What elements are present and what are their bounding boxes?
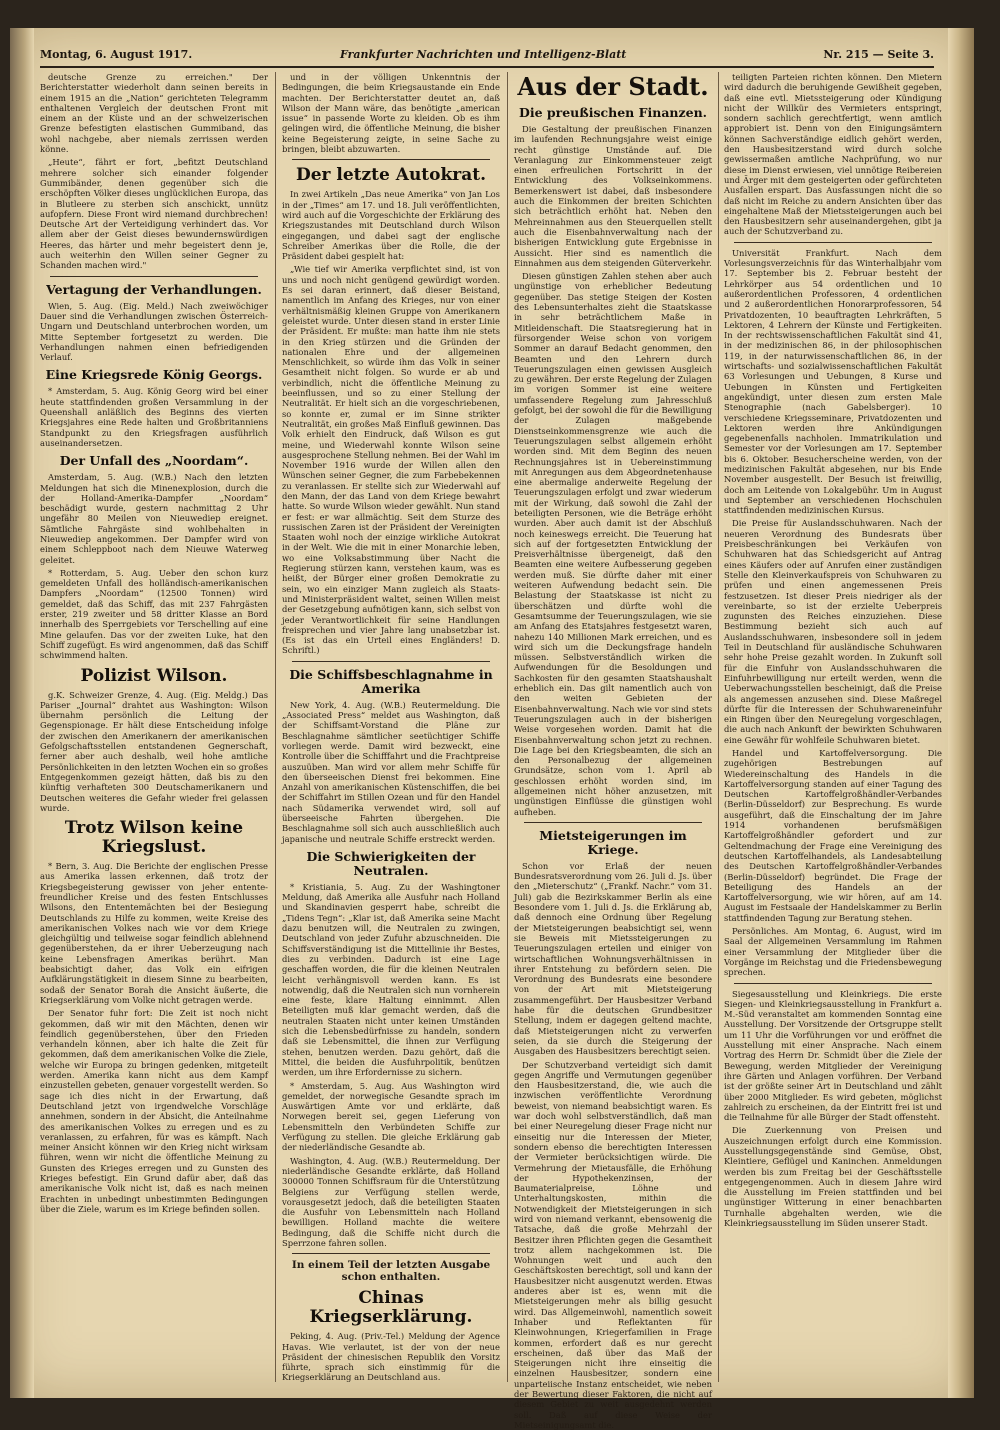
column-2 xyxy=(282,72,500,1388)
article-text: * Bern, 3. Aug. Die Berichte der englischen Presse aus Amerika lassen erkennen, daß trotz der Kriegsbegeisterung gewisser von jeher entente-freundlicher Kreise und des festen Entschlusses Wilsons, den Ententemächten bei der Besiegung Deutschlands zu Hilfe zu kommen, weite Kreise des amerikanischen Volkes nach wie vor dem Kriege gleichgültig und teilweise sogar feindlich ablehnend gegenüberstehen, da er ihrer Ueberzeugung nach keine Lebensfragen Amerikas berührt. Man beabsichtigt daher, das Volk ein eifrigen Aufklärungstätigkeit in diesem Sinne zu bearbeiten, sodaß der Senator Borah die Ansicht äußerte, die Kriegserklärung vom Volke nicht getragen werde. xyxy=(40,861,268,1005)
column-divider xyxy=(718,72,719,1382)
article-text: Siegesausstellung und Kleinkriegs. Die erste Siegen- und Kleinkriegsausstellung in Frankfurt a. M.-Süd veranstaltet am kommenden Sonntag eine Ausstellung. Der Vorsitzende der Ortsgruppe stellt um 11 Uhr die Vorführungen vor und eröffnet die Ausstellung mit einer Ansprache. Nach einem Vortrag des Herrn Dr. Schmidt über die Ziele der Bewegung, werden Mitglieder der Vereinigung ihre Gärten und Anlagen vorführen. Der Verband ist der größte seiner Art in Deutschland und zählt über 2000 Mitglieder. Es wird gebeten, möglichst zahlreich zu erscheinen, da der Eintritt frei ist und die Teilnahme für alle Bürger der Stadt offensteht. xyxy=(724,988,942,1123)
separator xyxy=(292,159,490,160)
article-text: * Rotterdam, 5. Aug. Ueber den schon kurz gemeldeten Unfall des holländisch-amerikanischen Dampfers „Noordam“ (12500 Tonnen) wird gemeldet, daß das Schiff, das mit 237 Fahrgästen erster, 219 zweiter und 58 dritter Klasse an Bord innerhalb des Sperrgebiets vor Terschelling auf eine Mine gelaufen. Das vor der zweiten Luke, hat den Schiff zugefügt. Es wird angenommen, daß das Schiff schwimmend halten. xyxy=(40,567,268,661)
masthead xyxy=(40,44,934,68)
article-text: Handel und Kartoffelversorgung. Die zugehörigen Bestrebungen auf Wiedereinschaltung des Handels in die Kartoffelversorgung standen auf einer Tagung des Deutschen Kartoffelgroßhändler-Verbandes (Berlin-Düsseldorf) zur Besprechung. Es wurde ausgeführt, daß die Einschaltung der im Jahre 1914 vorhandenen berufsmäßigen Kartoffelgroßhändler gefordert und zur Geltendmachung der Frage eine Vereinigung des deutschen Kartoffelhandels, als Landesabteilung des Deutschen Kartoffelgroßhändler-Verbandes (Berlin-Düsseldorf) begründet. Die Frage der Beteiligung des Handels an der Kartoffelversorgung, wie wir hören, auf am 14. August im Festsaale der Handelskammer zu Berlin stattfindenden Tagung zur Beratung stehen. xyxy=(724,748,942,923)
article-text: Amsterdam, 5. Aug. (W.B.) Nach den letzten Meldungen hat sich die Minenexplosion, durch die der Holland-Amerika-Dampfer „Noordam“ beschädigt wurde, gestern nachmittag 2 Uhr ungefähr 80 Meilen von Nieuwediep ereignet. Sämtliche Fahrgäste sind wohlbehalten in Nieuwediep angekommen. Der Dampfer wird von einem Schleppboot nach dem Nieuwe Waterweg geleitet. xyxy=(40,472,268,565)
article-text: In zwei Artikeln „Das neue Amerika“ von Jan Los in der „Times“ am 17. und 18. Juli veröffentlichten, wird auch auf die Vorgeschichte der Erklärung des Kriegszustandes mit Deutschland durch Wilson eingegangen, und dabei sagt der englische Schreiber Amerikas über die Rolle, die der Präsident dabei gespielt hat: xyxy=(282,189,500,262)
editorial-note: In einem Teil der letzten Ausgabe schon enthalten. xyxy=(291,1259,491,1284)
article-text: deutsche Grenze zu erreichen." Der Berichterstatter wiederholt dann seinen bereits in einem 1915 an die „Nation“ gerichteten Telegramm enthaltenen Vergleich der deutschen Front mit einem an der Küste und an der schweizerischen Grenze befestigten elastischen Gummiband, das wohl nachgebe, aber niemals zerrissen werden könne. xyxy=(40,72,268,155)
headline: Mietsteigerungen im Kriege. xyxy=(539,827,687,857)
article-text: Schon vor Erlaß der neuen Bundesratsverordnung vom 26. Juli d. Js. über den „Mieterschutz“ („Frankf. Nachr.“ vom 31. Juli) gab die Bezirkskammer Berlin als eine Besondere vom 1. Juli d. Js. die Erklärung ab, daß dennoch eine Ordnung über Regelung der Mietsteigerungen beabsichtigt sei, wenn sie Beweis mit Mietssteigerungen zu Teuerungszulagen erteilen und einiger von wirtschaftlichen Wohnungsverhältnissen in ihrer Entstehung zu befördern seien. Die Verordnung des Bundesrats eine besondere von der Art mit Mietsteigerung zusammengeführt. Der Hausbesitzer Verband habe für die deutschen Grundbesitzer Stellung, indem er dagegen geltend machte, daß Mietsteigerungen nicht zu verwerfen seien, da sie durch die Steigerung der Ausgaben des Hausbesitzers berechtigt seien. xyxy=(514,860,712,1057)
headline: Trotz Wilson keine Kriegslust. xyxy=(64,818,244,858)
article-text: Persönliches. Am Montag, 6. August, wird im Saal der Allgemeinen Versammlung im Rahmen einer Versammlung der Mitglieder über die Vorgänge im Reichstag und die Friedensbewegung sprechen. xyxy=(724,926,942,978)
separator xyxy=(734,983,932,984)
separator xyxy=(524,822,702,823)
headline: Chinas Kriegserklärung. xyxy=(309,1288,473,1328)
article-text: Diesen günstigen Zahlen stehen aber auch ungünstige von erheblicher Bedeutung gegenüber. Das stetige Steigen der Kosten des Lebensunterhaltes zieht die Staatskasse in sehr beträchtlichem Maße in Mitleidenschaft. Die Staatsregierung hat in fürsorgender Weise schon von vorigem Sommer an darauf Bedacht genommen, den Beamten und den Lehrern durch Teuerungszulagen einen gewissen Ausgleich zu gewähren. Der erste Regelung der Zulagen im vorigen Sommer ist eine weitere umfassendere Regelung zum Jahresschluß gefolgt, bei der sowohl die für die Bewilligung der Zulagen maßgebende Dienstseinkommensgrenze wie auch die Teuerungszulagen selbst allgemein erhöht worden sind. Mit dem Beginn des neuen Rechnungsjahres ist in Uebereinstimmung mit Anregungen aus dem Abgeordnetenhause eine abermalige anderweite Regelung der Teuerungszulagen erfolgt und zwar wiederum mit der Wirkung, daß sowohl die Zahl der beteiligten Personen, wie die Beträge erhöht wurden. Aber auch damit ist der Abschluß noch keineswegs erreicht. Die Teuerung hat sich auf der fortgesetzten Entwicklung der Preisverhältnisse übergeneigt, daß den Beamten eine weitere Aufbesserung gegeben werden muß. Sie dürfte daher mit einer weiteren Aufwendung bedacht sein. Die Belastung der Staatskasse ist nicht zu überschätzen und dürfte wohl die Gesamtsumme der Teuerungszulagen, wie sie am Anfang des Etatsjahres festgesetzt waren, nahezu 140 Millionen Mark erreichen, und es wird sich um die Deckungsfrage handeln müssen. Selbstverständlich wirken die Aufwendungen für die Besoldungen und Sachkosten für den gesamten Staatshaushalt erheblich ein. Das gilt namentlich auch von den weiten Gebieten der Eisenbahnverwaltung. Nach wie vor sind stets Teuerungszulagen auch in der bisherigen Weise vorgesehen worden. Damit hat die Eisenbahnverwaltung schon jetzt zu rechnen. Die Lage bei den Kriegsbeamten, die sich an den Personalbezug der allgemeinen Grundsätze, schon vom 1. April ab geschlossen erhöht worden sind, im allgemeinen nicht höher anzusetzen, mit ungünstigen Einflüsse die günstigen wohl aufheben. xyxy=(514,271,712,817)
headline: Der letzte Autokrat. xyxy=(295,165,487,186)
article-text: Der Schutzverband verteidigt sich damit gegen Angriffe und Vermutungen gegenüber den Hausbesitzerstand, die, wie auch die inzwischen veröffentlichte Verordnung beweist, von niemand beabsichtigt waren. Es war doch wohl selbstverständlich, daß man bei einer Neuregelung dieser Frage nicht nur einseitig nur die Interessen der Mieter, sondern ebenso die berechtigten Interessen der Vermieter berücksichtigen würde. Die Vermehrung der Mietausfälle, die Erhöhung der Hypothekenzinsen, der Baumaterialpreise, Löhne und Unterhaltungskosten, mithin die Notwendigkeit der Mietsteigerungen in sich wird von niemand verkannt, ebensowenig die Tatsache, daß die große Mehrzahl der Besitzer ihren Pflichten gegen die Gesamtheit trotz allem nachgekommen ist. Die Wohnungen weit und auch den Geschäftskosten berechtigt, soll und kann der Hausbesitzer nicht ausgenutzt werden. Etwas anderes aber ist es, wenn mit die Mietsteigerungen mehr als billig gesucht wird. Das Allgemeinwohl, namentlich soweit Inhaber und Reflektanten für Kleinwohnungen, Kriegerfamilien in Frage kommen, erfordert daß es nur gerecht erscheinen, daß über das Maß der Steigerungen nicht ihre einseitig die einzelnen Hausbesitzer, sondern eine unparteiische Instanz entscheidet, wie neben der Bewertung dieser Faktoren, die nicht auf diesem Gebiet zu weit ausgedehnt werden soll. Daß auf diese Weise der Mietseinigungsamt die. xyxy=(514,1059,712,1430)
page-edge xyxy=(948,28,974,1398)
separator xyxy=(50,276,258,277)
headline: Vertagung der Verhandlungen. xyxy=(46,281,262,297)
article-text: und in der völligen Unkenntnis der Bedingungen, die beim Kriegsaustande ein Ende machten. Der Berichterstatter deutet an, daß Wilson der Mann wäre, das benötigte „american issue“ in passende Worte zu kleiden. Ob es ihm gelingen wird, die öffentliche Meinung, die bisher keine Begeisterung zeigte, in seine Sache zu bringen, bleibt abzuwarten. xyxy=(282,72,500,155)
article-text: Washington, 4. Aug. (W.B.) Reutermeldung. Der niederländische Gesandte erklärte, daß Holland 300000 Tonnen Schiffsraum für die Unterstützung Belgiens zur Verfügung stellen werde, vorausgesetzt jedoch, daß die beteiligten Staaten die Ausfuhr von Lebensmitteln nach Holland bewilligen. Holland machte die weitere Bedingung, daß die Schiffe nicht durch die Sperrzone fahren sollen. xyxy=(282,1155,500,1248)
headline: Eine Kriegsrede König Georgs. xyxy=(45,367,263,383)
column-4 xyxy=(724,72,942,1388)
newspaper-page xyxy=(10,28,974,1430)
page-binding xyxy=(10,28,34,1398)
article-text: Die Preise für Auslandsschuhwaren. Nach der neueren Verordnung des Bundesrats über Preisbeschränkungen bei Verkäufen von Schuhwaren hat das Schiedsgericht auf Antrag eines Käufers oder auf Anrufen einer zuständigen Stelle den Kleinverkaufspreis von Schuhwaren zu prüfen und einen angemessenen Preis festzusetzen. Ist dieser Preis niedriger als der vereinbarte, so ist der erzielte Ueberpreis zugunsten des Reiches einzuziehen. Diese Bestimmung bezieht sich auch auf Auslandsschuhwaren, insbesondere soll in jedem Teil in Deutschland für ausländische Schuhwaren sehr hohe Preise gezahlt worden. In Zukunft soll für die Einfuhr von Auslandsschuhwaren die Einfuhrbewilligung nur erteilt werden, wenn die Ueberwachungsstellen bescheinigt, daß die Preise als angemessen anzusehen sind. Diese Maßregel dürfte für die Interessen der Schuhwareneinfuhr ein Ringen über den Neuregelung vorgeschlagen, die auch nach Ankunft der bewirkten Schuhwaren eine Gewähr für wohlfeile Schuhwaren bietet. xyxy=(724,518,942,745)
article-text: Die Zuerkennung von Preisen und Auszeichnungen erfolgt durch eine Kommission. Ausstellungsgegenstände sind Gemüse, Obst, Kleintiere, Geflügel und Kaninchen. Anmeldungen werden bis zum Freitag bei der Geschäftsstelle entgegengenommen. Auch in diesem Jahre wird die Ausstellung im Freien stattfinden und bei ungünstiger Witterung in einer benachbarten Turnhalle abgehalten werden, wie die Kleinkriegsausstellung im Süden unserer Stadt. xyxy=(724,1125,942,1229)
column-1 xyxy=(40,72,268,1388)
article-text: teiligten Parteien richten können. Den Mietern wird dadurch die beruhigende Gewißheit gegeben, daß eine evtl. Mietssteigerung oder Kündigung nicht der Willkür des Vermieters entspringt, sondern sachlich gerechtfertigt, wenn amtlich approbiert ist. Denn von den Einigungsämtern können Sachverständige eidlich gehört werden, den Hausbesitzerstand wird durch solche gewissermaßen amtliche Nachprüfung, wo nur diese im Dienst erwiesen, viel unnötige Reibereien und Ärger mit dem gesteigerten oder gefürchteten Ausfallen erspart. Das Ausfassungen nicht die so daß nicht im Reiche zu andern Ansichten über das eingehaltene Maß der Mietssteigerungen auch bei den Hausbesitzern sehr auseinandergehen, gibt ja auch der Schutzverband zu. xyxy=(724,72,942,237)
column-3 xyxy=(514,72,712,1430)
column-divider xyxy=(507,72,508,1382)
article-text: Wien, 5. Aug. (Eig. Meld.) Nach zweiwöchiger Dauer sind die Verhandlungen zwischen Österreich-Ungarn und Deutschland unterbrochen worden, um Mitte September fortgesetzt zu werden. Die Verhandlungen nahmen einen befriedigenden Verlauf. xyxy=(40,300,268,363)
article-text: „Wie tief wir Amerika verpflichtet sind, ist von uns und noch nicht genügend gewürdigt worden. Es sei daran erinnert, daß dieser Beistand, namentlich im Anfang des Krieges, nur von einer verhältnismäßig kleinen Gruppe von Amerikanern geleistet wurde. Unter diesen stand in erster Linie der Präsident. Er mußte: man hatte ihm nie stets in den Krieg stürzen und die Gründen der nationalen Ehre und der allgemeinen Menschlichkeit, so würde ihm das Volk in seiner Gesamtheit nicht folgen. So wurde er ab und verbindlich, nicht die öffentliche Meinung zu beeinflussen, und so zu einer Stellung der Neutralität. Er hielt sich an die vorgeschriebenen, so konnte er, zumal er im Sinne strikter Neutralität, ein großes Maß Einfluß gewinnen. Das Volk erhielt den Eindruck, daß Wilson es gut meine, und Wiederwahl konnte Wilson seine ausgesprochene Stellung nehmen. Bei der Wahl im November 1916 wurde der Willen allen den Wünschen seiner Gegner, die zum Farbebekennen zu veranlassen. Er stellte sich zur Wiederwahl auf den Mann, der das Land von dem Kriege bewahrt hatte. So wurde Wilson wieder gewählt. Nun stand er fest: er war allmächtig. Seit dem Sturze des russischen Zaren ist der Präsident der Vereinigten Staaten wohl noch der einzige wirkliche Autokrat in der Welt. Wie die mit in einer Monarchie leben, wo eine Volksabstimmung über Nacht die Regierung stürzen kann, verstehen kaum, was es heißt, der Bürger einer großen Demokratie zu sein, wo ein einziger Mann zugleich als Staats- und Ministerpräsident waltet, seinen Willen meist der Gesetzgebung aufnötigen kann, sich selbst von jeder Verantwortlichkeit für seine Handlungen freisprechen und vier Jahre lang unabsetzbar ist. (Es ist das ein Urteil eines Engländers! D. Schriftl.) xyxy=(282,264,500,656)
article-text: Der Senator fuhr fort: Die Zeit ist noch nicht gekommen, daß wir mit den Mächten, denen wir feindlich gegenüberstehen, über den Frieden verhandeln können, aber ich halte die Zeit für gekommen, daß dem amerikanischen Volke die Ziele, welche wir Europa zu bringen gedenken, mitgeteilt werden. Amerika kann nicht aus dem Kampf einzustellen gebeten, genauer vorgestellt werden. So sage ich dies nicht in der Erwartung, daß Deutschland jetzt von irgendwelche Vorschläge annehmen, sondern in der Absicht, die Anteilnahme des amerikanischen Volkes zu erregen und es zu veranlassen, zu erfahren, für was es kämpft. Nach meiner Ansicht können wir den Krieg nicht wirksam führen, wenn wir nicht die öffentliche Meinung zu Gunsten des Krieges erregen und zu Gunsten des Krieges befestigt. Ein Grund dafür aber, daß das amerikanische Volk nicht ist, daß es nach meinen Erachten in unbedingt unbestimmten Bedingungen über die Ziele, warum es im Kriege befinden sollen. xyxy=(40,1008,268,1214)
headline: Die Schwierigkeiten der Neutralen. xyxy=(306,848,476,878)
article-text: Universität Frankfurt. Nach dem Vorlesungsverzeichnis für das Winterhalbjahr vom 17. September bis 2. Februar besteht der Lehrkörper aus 54 ordentlichen und 10 außerordentlichen Professoren, 4 ordentlichen und 2 außerordentlichen Honorarprofessoren, 54 Privatdozenten, 10 beauftragten Lehrkräften, 5 Lektoren, 4 Lehrern der Künste und Fertigkeiten. In der rechtswissenschaftlichen Fakultät sind 41, in der medizinischen 86, in der philosophischen 119, in der naturwissenschaftlichen 86, in der wirtschafts- und sozialwissenschaftlichen Fakultät 63 Vorlesungen und Uebungen, 8 Kurse und Uebungen in Künsten und Fertigkeiten angekündigt, unter diesen zum ersten Male Stenographie (nach Gabelsberger). 10 verschiedene Kriegsseminare, Privatdozenten und Lektoren werden ihre Ankündigungen gegebenenfalls nachholen. Immatrikulation und Semester vor der Vorlesungen am 17. September bis 6. Oktober. Besucherscheine werden, von der medizinischen Fakultät abgesehen, nur bis Ende November ausgestellt. Der Besuch ist freiwillig, doch am Leitende von Lokalgebühr. Um in August und September an verschiedenen Hochschulen stattfindenden medizinischen Kursus. xyxy=(724,247,942,516)
article-text: New York, 4. Aug. (W.B.) Reutermeldung. Die „Associated Press“ meldet aus Washington, daß der Schiffsamt-Vorstand die Pläne zur Beschlagnahme sämtlicher seetüchtiger Schiffe vorliegen werde. Damit wird bezweckt, eine Kontrolle über die Schifffahrt und die Frachtpreise auszuüben. Man wird vor allem mehr Schiffe für den überseeischen Dienst frei bekommen. Eine Anzahl von amerikanischen Küstenschiffen, die bei der Schiffahrt im Stillen Ozean und für den Handel nach Südamerika verwendet wird, soll auf überseeische Fahrten übergehen. Die Beschlagnahme soll sich auch ausschließlich auch japanische und neutrale Schiffe erstreckt werden. xyxy=(282,699,500,844)
headline: Polizist Wilson. xyxy=(80,665,228,686)
separator xyxy=(734,242,932,243)
separator xyxy=(292,661,490,662)
article-text: * Amsterdam, 5. Aug. König Georg wird bei einer heute stattfindenden großen Versammlung in der Queenshall anläßlich des Beginns des vierten Kriegsjahres eine Rede halten und Großbritanniens Standpunkt zu den Kriegsfragen ausführlich auseinandersetzen. xyxy=(40,386,268,448)
article-text: * Kristiania, 5. Aug. Zu der Washingtoner Meldung, daß Amerika alle Ausfuhr nach Holland und Skandinavien gesperrt habe, schreibt die „Tidens Tegn“: „Klar ist, daß Amerika seine Macht dazu benutzen will, die Neutralen zu zwingen, Deutschland von jeder Zufuhr abzuschneiden. Die Schiffsverständigung ist die Mittellinie ihr Bestes, dies zu verbinden. Dadurch ist eine Lage geschaffen worden, die für die kleinen Neutralen leicht verhängnisvoll werden kann. Es ist notwendig, daß die Neutralen sich nun vornherein eine feste, klare Haltung einnimmt. Allen Beteiligten muß klar gemacht werden, daß die neutralen Staaten nicht unter keinen Umständen sich die Lebensbedürfnisse zu handeln, sondern daß sie Lebensmittel, die ihnen zur Verfügung stehen, benutzen werden. Dazu gehört, daß die Mittel, die beiden die Ausfuhrpolitik, benützen werden, um ihre Erfordernisse zu sichern. xyxy=(282,881,500,1078)
article-text: Die Gestaltung der preußischen Finanzen im laufenden Rechnungsjahre weist einige recht günstige Umstände auf. Die Veranlagung zur Einkommensteuer zeigt einen erfreulichen Fortschritt in der Entwicklung des Volkseinkommens. Bemerkenswert ist dabei, daß insbesondere auch die Einkommen der breiten Schichten sich beträchtlich erhöht hat. Neben den Mehreinnahmen aus den Steuerquellen stellt auch die Eisenbahnverwaltung nach der bisherigen Entwicklung gute Ergebnisse in Aussicht. Hier sind es namentlich die Einnahmen aus dem steigenden Güterverkehr. xyxy=(514,124,712,268)
masthead-date: Montag, 6. August 1917. xyxy=(40,48,193,61)
section-title: Aus der Stadt. xyxy=(517,72,709,101)
headline: Die Schiffsbeschlagnahme in Amerika xyxy=(289,666,493,696)
article-text: „Heute“, fährt er fort, „befitzt Deutschland mehrere solcher sich einander folgender Gummibänder, denen gegenüber sich die erschöpften Völker dieses unglücklichen Europa, das in Blutleere zu sterben sich anschickt, unnütz aufopfern. Diese Front wird niemand durchbrechen! Deutsche Art der Verteidigung verhindert das. Vor allem aber der Geist dieses bewundernswürdigen Heeres, das härter und mehr begeistert denn je, auch weiterhin den Willen seiner Gegner zu Schanden machen wird." xyxy=(40,157,268,271)
article-text: g.K. Schweizer Grenze, 4. Aug. (Eig. Meldg.) Das Pariser „Journal“ drahtet aus Washington: Wilson übernahm persönlich die Leitung der Gegenspionage. Er hält diese Entscheidung infolge der zwischen den Amerikanern der amerikanischen Gefolgschaftsstellen entstandenen Gegnerschaft, ferner aber auch deshalb, weil hohe amtliche Persönlichkeiten in den letzten Wochen ein so großes Entgegenkommen gezeigt hätten, daß bis zu den künftig verhafteten 300 Deutschamerikanern und Deutschen weiteres die Gefahr wieder frei gelassen wurde. xyxy=(40,689,268,813)
masthead-title: Frankfurter Nachrichten und Intelligenz-Blatt xyxy=(340,48,627,61)
separator xyxy=(292,1253,490,1254)
article-text: * Amsterdam, 5. Aug. Aus Washington wird gemeldet, der norwegische Gesandte sprach im Auswärtigen Amte vor und erklärte, daß Norwegen bereit sei, gegen Lieferung von Lebensmitteln den Verbündeten Schiffe zur Verfügung zu stellen. Die gleiche Erklärung gab der niederländische Gesandte ab. xyxy=(282,1080,500,1153)
headline: Der Unfall des „Noordam“. xyxy=(59,453,249,469)
masthead-page-number: Nr. 215 — Seite 3. xyxy=(823,48,934,61)
headline: Die preußischen Finanzen. xyxy=(518,105,708,120)
article-text: Peking, 4. Aug. (Priv.-Tel.) Meldung der Agence Havas. Wie verlautet, ist der von der neue Präsident der chinesischen Republik den Vorsitz führte, sprach sich einstimmig für die Kriegserklärung an Deutschland aus. xyxy=(282,1331,500,1383)
column-divider xyxy=(275,72,276,1382)
